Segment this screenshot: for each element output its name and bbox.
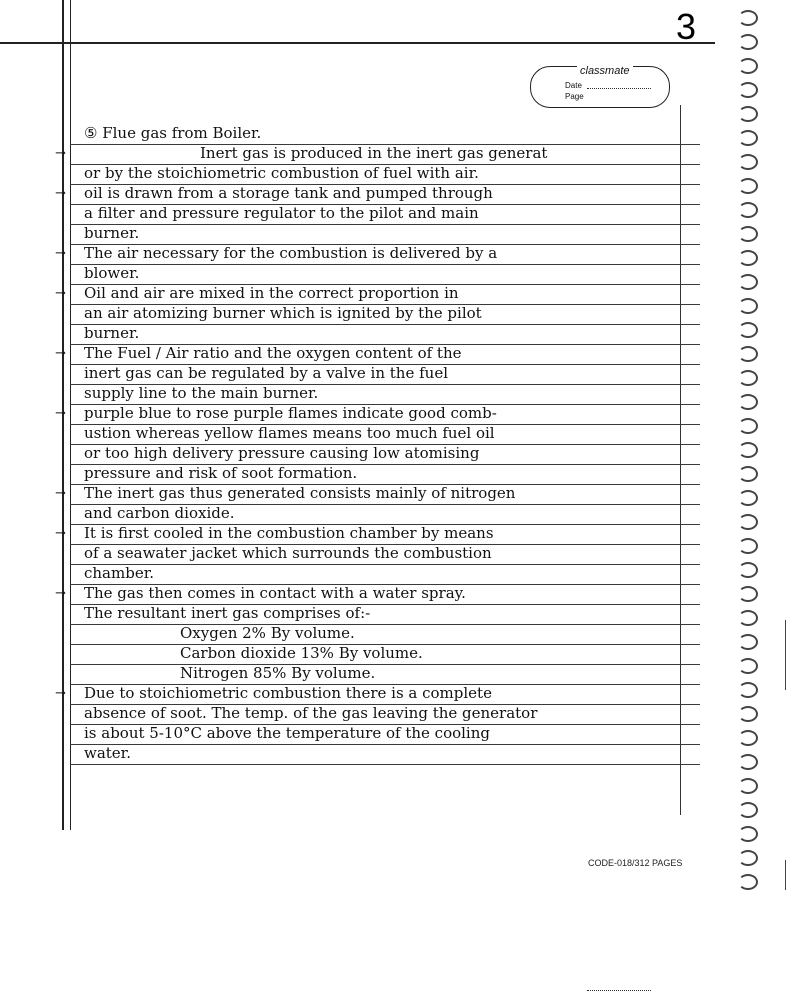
note-text: oil is drawn from a storage tank and pumped through [84,184,493,202]
note-text: The resultant inert gas comprises of:- [84,604,371,622]
note-line [55,404,700,425]
note-text: Oxygen 2% By volume. [180,624,355,642]
note-text: Oil and air are mixed in the correct proportion in [84,284,459,302]
note-text: burner. [84,224,140,242]
note-line [70,625,700,645]
note-line [70,225,700,245]
note-text: ustion whereas yellow flames means too much fuel oil [84,424,495,442]
note-line [70,705,700,725]
note-text: The inert gas thus generated consists mainly of nitrogen [84,484,516,502]
date-label: Date [565,81,582,90]
spiral-ring [738,610,758,626]
spiral-ring [738,154,758,170]
classmate-stamp [530,66,670,108]
note-text: or by the stoichiometric combustion of fuel with air. [84,164,479,182]
spiral-ring [738,346,758,362]
note-line [70,645,700,665]
spiral-binding [738,10,768,890]
page-label: Page [565,92,800,992]
note-text: The Fuel / Air ratio and the oxygen content of the [84,344,462,362]
spiral-ring [738,322,758,338]
note-line [70,665,700,685]
spiral-ring [738,490,758,506]
note-text: The air necessary for the combustion is delivered by a [84,244,498,262]
note-text: pressure and risk of soot formation. [84,464,358,482]
note-line [70,165,700,185]
arrow-icon: → [55,246,66,261]
note-text: water. [84,744,131,762]
spiral-ring [738,34,758,50]
arrow-icon: → [55,486,66,501]
spiral-ring [738,826,758,842]
handwritten-notes [55,124,700,765]
note-line [55,344,700,365]
note-line [55,144,700,165]
note-line [70,465,700,485]
spiral-ring [738,226,758,242]
spiral-ring [738,874,758,890]
arrow-icon: → [55,346,66,361]
note-text: The gas then comes in contact with a water spray. [84,584,466,602]
note-line [70,125,700,145]
note-line [70,445,700,465]
note-line [70,305,700,325]
note-line [70,365,700,385]
note-text: is about 5-10°C above the temperature of the cooling [84,724,490,742]
spiral-ring [738,178,758,194]
spiral-ring [738,418,758,434]
arrow-icon: → [55,146,66,161]
note-line [70,325,700,345]
footer-code: CODE-018/312 PAGES [588,858,683,868]
spiral-ring [738,10,758,26]
note-line [70,725,700,745]
spiral-ring [738,562,758,578]
arrow-icon: → [55,686,66,701]
note-line [70,605,700,625]
edge-mark [785,620,786,690]
note-line [70,385,700,405]
note-text: ⑤ Flue gas from Boiler. [84,124,262,142]
note-text: or too high delivery pressure causing low atomising [84,444,480,462]
note-text: absence of soot. The temp. of the gas leaving the generator [84,704,538,722]
spiral-ring [738,850,758,866]
note-text: burner. [84,324,140,342]
note-line [70,745,700,765]
spiral-ring [738,130,758,146]
note-line [70,205,700,225]
top-rule [0,42,715,44]
note-text: Nitrogen 85% By volume. [180,664,376,682]
brand-label: classmate [577,65,633,77]
arrow-icon: → [55,406,66,421]
note-text: of a seawater jacket which surrounds the combustion [84,544,492,562]
note-text: inert gas can be regulated by a valve in the fuel [84,364,448,382]
note-text: supply line to the main burner. [84,384,319,402]
spiral-ring [738,250,758,266]
spiral-ring [738,754,758,770]
spiral-ring [738,370,758,386]
note-text: an air atomizing burner which is ignited by the pilot [84,304,482,322]
arrow-icon: → [55,186,66,201]
note-text: a filter and pressure regulator to the pilot and main [84,204,479,222]
arrow-icon: → [55,526,66,541]
spiral-ring [738,586,758,602]
spiral-ring [738,730,758,746]
spiral-ring [738,394,758,410]
spiral-ring [738,634,758,650]
spiral-ring [738,274,758,290]
spiral-ring [738,802,758,818]
note-line [70,265,700,285]
spiral-ring [738,466,758,482]
spiral-ring [738,442,758,458]
spiral-ring [738,106,758,122]
arrow-icon: → [55,286,66,301]
spiral-ring [738,82,758,98]
note-text: Inert gas is produced in the inert gas generat [200,144,548,162]
spiral-ring [738,58,758,74]
note-text: blower. [84,264,140,282]
spiral-ring [738,658,758,674]
spiral-ring [738,706,758,722]
note-text: It is first cooled in the combustion chamber by means [84,524,494,542]
edge-mark [785,860,786,890]
spiral-ring [738,538,758,554]
note-line [55,584,700,605]
note-line [55,684,700,705]
note-line [70,425,700,445]
note-line [70,545,700,565]
note-line [55,244,700,265]
note-text: Due to stoichiometric combustion there is a complete [84,684,492,702]
spiral-ring [738,514,758,530]
spiral-ring [738,298,758,314]
arrow-icon: → [55,586,66,601]
note-text: and carbon dioxide. [84,504,235,522]
note-line [55,484,700,505]
note-text: Carbon dioxide 13% By volume. [180,644,423,662]
note-text: purple blue to rose purple flames indicate good comb- [84,404,497,422]
note-line [70,565,700,585]
spiral-ring [738,202,758,218]
spiral-ring [738,682,758,698]
note-line [55,524,700,545]
note-text: chamber. [84,564,154,582]
note-line [55,284,700,305]
note-line [55,184,700,205]
spiral-ring [738,778,758,794]
page-number: 3 [676,6,697,47]
note-line [70,505,700,525]
